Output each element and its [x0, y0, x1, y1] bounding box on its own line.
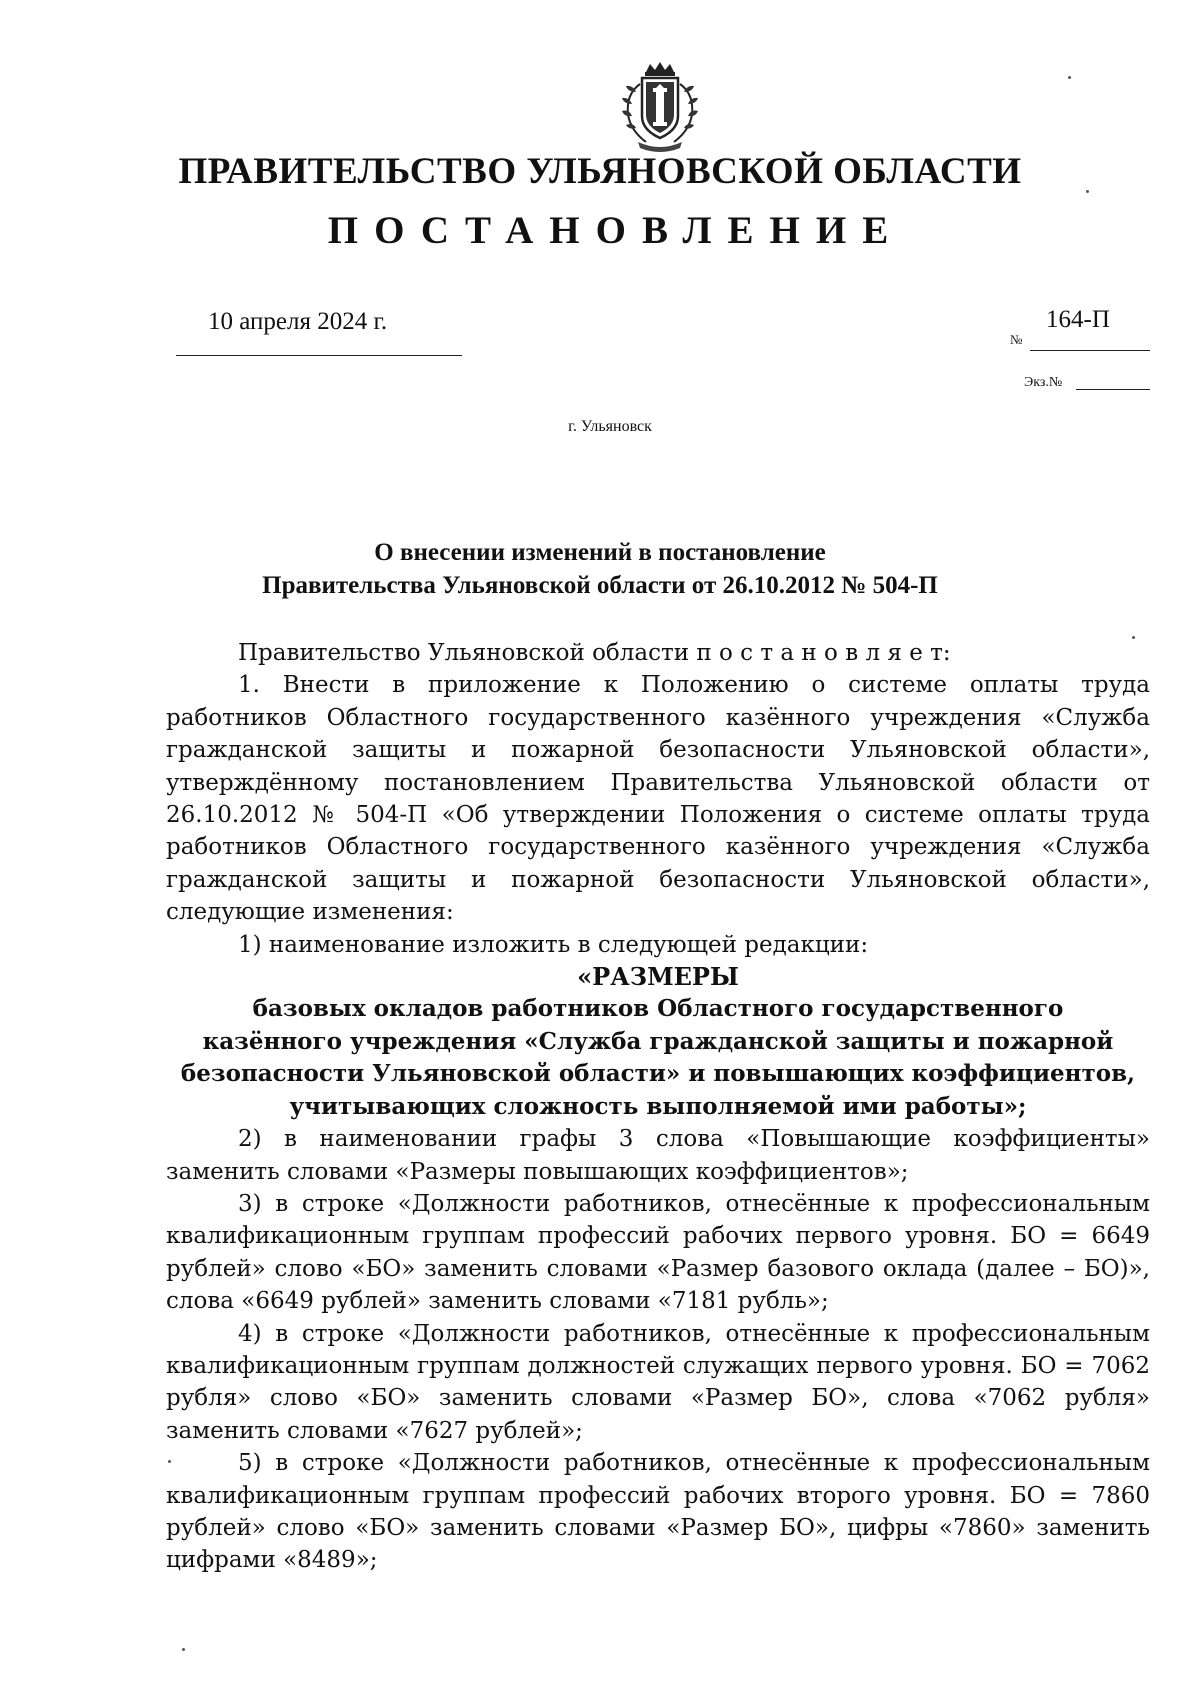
subitem-4-paragraph: 4) в строке «Должности работников, отнесённые к профессиональным квалификационным группам должностей служащих первого уровня. БО = 7062 рубля» слово «БО» заменить словами «Размер БО», слова «7062 рубля» заменить словами «7627 рублей»;	[166, 1320, 1150, 1444]
sizes-heading-line: казённого учреждения «Служба гражданской защиты и пожарной	[202, 1027, 1114, 1055]
subitem-2-paragraph: 2) в наименовании графы 3 слова «Повышающие коэффициенты» заменить словами «Размеры повышающих коэффициентов»;	[166, 1126, 1150, 1185]
copy-number-label: Экз.№	[1024, 375, 1063, 390]
sizes-heading-line: учитывающих сложность выполняемой ими работы»;	[289, 1092, 1027, 1120]
date-underline	[176, 355, 462, 356]
sizes-heading-line: базовых окладов работников Областного государственного	[252, 995, 1064, 1023]
subitem-5-paragraph: 5) в строке «Должности работников, отнесённые к профессиональным квалификационным группам профессий рабочих второго уровня. БО = 7860 рублей» слово «БО» заменить словами «Размер БО», цифры «7860» заменить цифрами «8489»;	[166, 1450, 1150, 1574]
subitem-1-paragraph: 1) наименование изложить в следующей редакции:	[238, 931, 869, 958]
coat-of-arms-icon	[612, 58, 708, 154]
government-title: ПРАВИТЕЛЬСТВО УЛЬЯНОВСКОЙ ОБЛАСТИ	[178, 151, 1022, 192]
item-1-paragraph: 1. Внести в приложение к Положению о системе оплаты труда работников Областного государственного казённого учреждения «Служба гражданской защиты и пожарной безопасности Ульяновской области», утверждённому постановлением Правительства Ульяновской области от 26.10.2012 № 504-П «Об утверждении Положения о системе оплаты труда работников Областного государственного казённого учреждения «Служба гражданской защиты и пожарной безопасности Ульяновской области», следующие изменения:	[166, 672, 1150, 926]
document-number: 164-П	[1046, 306, 1110, 333]
document-date: 10 апреля 2024 г.	[208, 308, 388, 335]
scan-speck	[1068, 76, 1071, 79]
subject-line: О внесении изменений в постановление	[374, 539, 826, 566]
document-body	[166, 637, 1150, 1577]
document-subject	[0, 536, 1200, 602]
scan-speck	[168, 1460, 171, 1463]
scan-speck	[1132, 636, 1135, 639]
subitem-3-paragraph: 3) в строке «Должности работников, отнесённые к профессиональным квалификационным группам профессий рабочих первого уровня. БО = 6649 рублей» слово «БО» заменить словами «Размер базового оклада (далее – БО)», слова «6649 рублей» заменить словами «7181 рубль»;	[166, 1190, 1150, 1315]
sizes-title: «РАЗМЕРЫ	[577, 962, 739, 992]
subject-line: Правительства Ульяновской области от 26.10.2012 № 504-П	[262, 572, 938, 599]
scan-speck	[182, 1648, 185, 1651]
copy-number-underline	[1076, 389, 1150, 390]
document-type: ПОСТАНОВЛЕНИЕ	[327, 209, 905, 252]
intro-paragraph: Правительство Ульяновской области п о с т а н о в л я е т:	[238, 640, 951, 666]
number-underline	[1030, 350, 1150, 351]
number-label: №	[1010, 332, 1023, 347]
sizes-heading-line: безопасности Ульяновской области» и повышающих коэффициентов,	[180, 1060, 1136, 1088]
sizes-heading-block	[166, 961, 1150, 1123]
city-name: г. Ульяновск	[568, 418, 652, 435]
scan-speck	[1086, 190, 1089, 193]
